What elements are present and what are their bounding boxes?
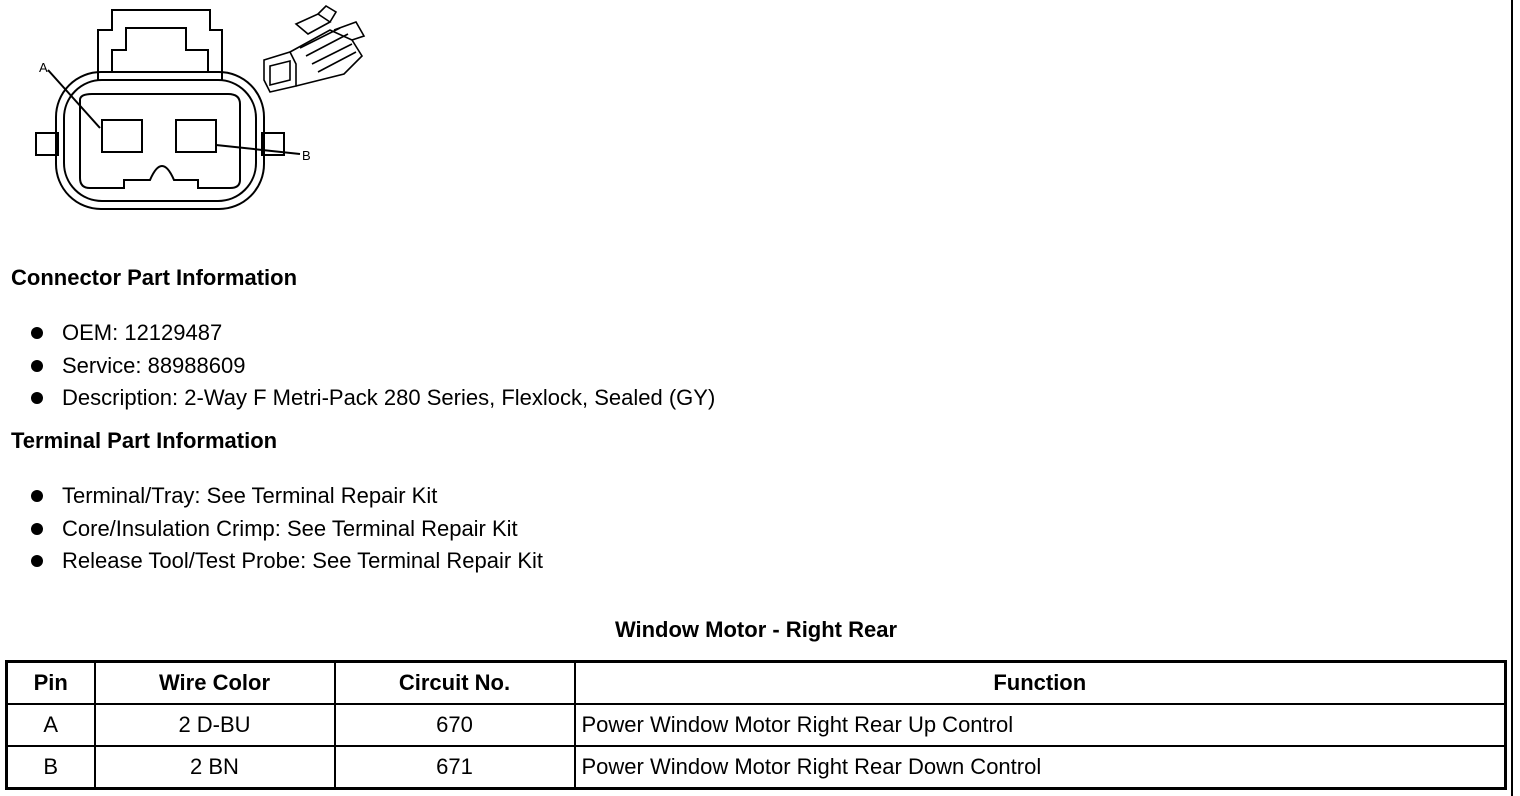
cell-pin: A xyxy=(7,704,95,746)
list-item-text: Terminal/Tray: See Terminal Repair Kit xyxy=(62,483,438,508)
table-title: Window Motor - Right Rear xyxy=(614,617,898,642)
header-function: Function xyxy=(575,662,1506,705)
list-item-text: Service: 88988609 xyxy=(62,352,246,378)
list-item xyxy=(0,382,715,415)
connector-part-heading: Connector Part Information xyxy=(11,265,298,290)
header-wire-color: Wire Color xyxy=(95,662,335,705)
header-circuit-no: Circuit No. xyxy=(335,662,575,705)
header-pin: Pin xyxy=(7,662,95,705)
list-item xyxy=(0,513,543,546)
cell-circuit-no: 671 xyxy=(335,746,575,789)
bullet-icon xyxy=(31,490,43,502)
list-item xyxy=(0,545,543,578)
connector-part-list xyxy=(0,317,715,415)
terminal-part-list xyxy=(0,480,543,578)
bullet-icon xyxy=(31,555,43,567)
cell-circuit-no: 670 xyxy=(335,704,575,746)
cell-wire-color: 2 BN xyxy=(95,746,335,789)
bullet-icon xyxy=(31,523,43,535)
table-row xyxy=(7,746,1506,789)
list-item-text: OEM: 12129487 xyxy=(62,320,223,345)
cell-pin: B xyxy=(7,746,95,789)
connector-thumbnail xyxy=(264,6,364,92)
table-row xyxy=(7,704,1506,746)
list-item-text: Core/Insulation Crimp: See Terminal Repair Kit xyxy=(62,515,518,541)
pinout-table xyxy=(5,660,1507,790)
cavity-label-b: B xyxy=(302,148,311,163)
list-item-text: Release Tool/Test Probe: See Terminal Repair Kit xyxy=(62,548,543,573)
cell-function: Power Window Motor Right Rear Down Control xyxy=(575,746,1506,789)
list-item xyxy=(0,317,715,350)
cell-function: Power Window Motor Right Rear Up Control xyxy=(575,704,1506,746)
page-right-border xyxy=(1511,0,1513,796)
cavity-label-a: A xyxy=(39,60,48,75)
cell-wire-color: 2 D-BU xyxy=(95,704,335,746)
connector-diagram xyxy=(0,0,380,225)
bullet-icon xyxy=(31,392,43,404)
list-item xyxy=(0,480,543,513)
bullet-icon xyxy=(31,360,43,372)
bullet-icon xyxy=(31,327,43,339)
terminal-part-heading: Terminal Part Information xyxy=(11,428,278,453)
table-header-row xyxy=(7,662,1506,705)
list-item-text: Description: 2-Way F Metri-Pack 280 Series, Flexlock, Sealed (GY) xyxy=(62,385,716,410)
list-item xyxy=(0,350,715,383)
